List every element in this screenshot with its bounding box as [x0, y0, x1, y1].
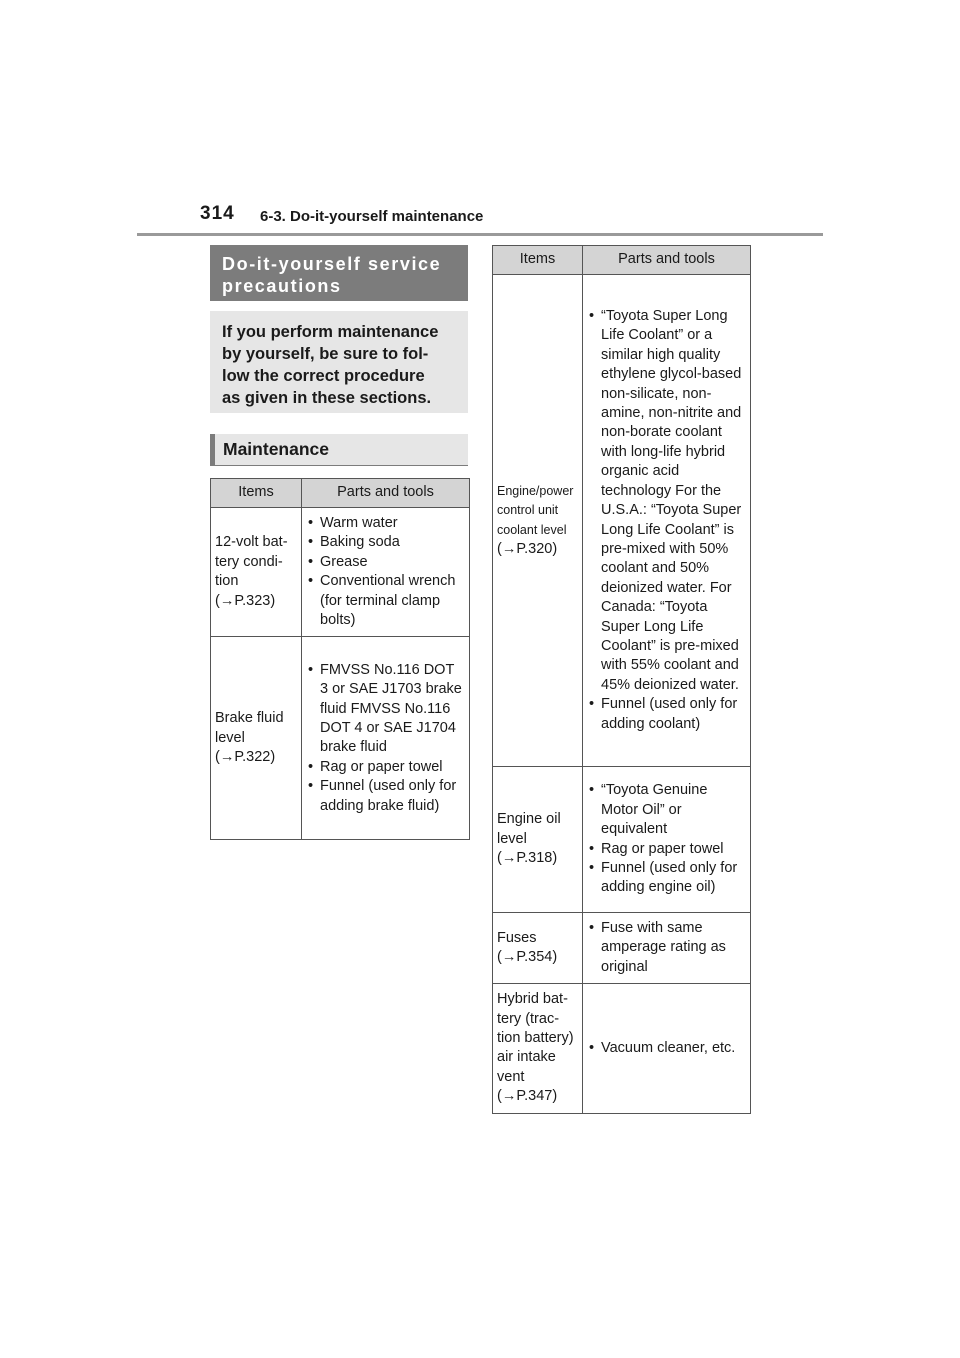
tool-item: • Rag or paper towel: [306, 758, 465, 777]
item-line: Brake fluid: [215, 710, 284, 727]
tool-item: • FMVSS No.116 DOT 3 or SAE J1703 brake fluid FMVSS No.116 DOT 4 or SAE J1704 brake fluid: [306, 661, 465, 758]
tools-cell: [583, 275, 751, 767]
table-row: [493, 767, 751, 913]
item-line: Engine oil: [497, 811, 561, 828]
tool-item: • “Toyota Super Long Life Coolant” or a similar high quality ethylene glycol-based non-silicate, non-amine, non-nitrite and non-borate coolant with long-life hybrid organic acid technology For the U.S.A.: “Toyota Super Long Life Coolant” is pre-mixed with 50% coolant and 50% deionized water. For Canada: “Toyota Super Long Life Coolant” is pre-mixed with 55% coolant and 45% deionized water.: [587, 307, 746, 695]
item-line: tery (trac-: [497, 1010, 560, 1027]
tool-item: • “Toyota Genuine Motor Oil” or equivalent: [587, 781, 746, 839]
section-title: 6-3. Do-it-yourself maintenance: [260, 208, 484, 225]
intro-line: low the correct procedure: [222, 367, 425, 385]
tool-item: • Fuse with same amperage rating as original: [587, 919, 746, 977]
item-line: 12-volt bat-: [215, 534, 288, 551]
table-row: [211, 637, 470, 840]
table-header-row: [211, 479, 470, 508]
item-line: tery condi-: [215, 553, 283, 570]
tool-item: • Grease: [306, 553, 465, 572]
item-line: Fuses: [497, 929, 537, 946]
item-page-reference: (→P.354): [497, 949, 558, 966]
item-cell: [493, 275, 583, 767]
item-line: coolant level: [497, 522, 567, 537]
item-cell: [211, 637, 302, 840]
item-cell: [493, 984, 583, 1113]
item-page-reference: (→P.320): [497, 540, 558, 557]
intro-line: by yourself, be sure to fol-: [222, 345, 429, 363]
tools-cell: [583, 767, 751, 913]
table-row: [493, 984, 751, 1113]
table-row: [211, 508, 470, 637]
table-header-row: [493, 246, 751, 275]
item-line: Hybrid bat-: [497, 991, 568, 1008]
item-cell: [211, 508, 302, 637]
item-line: air intake: [497, 1049, 556, 1066]
item-page-reference: (→P.318): [497, 850, 558, 867]
table-row: [493, 275, 751, 767]
tools-cell: [583, 984, 751, 1113]
item-line: control unit: [497, 503, 559, 518]
item-page-reference: (→P.323): [215, 592, 276, 609]
tool-item: • Funnel (used only for adding brake fluid): [306, 777, 465, 816]
table-row: [493, 913, 751, 984]
intro-line: If you perform maintenance: [222, 323, 439, 341]
item-line: level: [215, 729, 245, 746]
tools-cell: [302, 508, 470, 637]
maintenance-table-right: [492, 245, 751, 1114]
item-line: level: [497, 830, 527, 847]
maintenance-heading: Maintenance: [210, 434, 468, 466]
maintenance-table-left: [210, 478, 470, 840]
tool-item: • Warm water: [306, 514, 465, 533]
intro-line: as given in these sections.: [222, 389, 432, 407]
page-number: 314: [200, 203, 235, 224]
column-header-parts-tools: Parts and tools: [302, 479, 470, 508]
item-line: tion: [215, 573, 239, 590]
column-header-items: Items: [493, 246, 583, 275]
tool-item: • Vacuum cleaner, etc.: [587, 1039, 746, 1058]
item-page-reference: (→P.322): [215, 749, 276, 766]
tool-item: • Baking soda: [306, 533, 465, 552]
tool-item: • Rag or paper towel: [587, 840, 746, 859]
column-header-items: Items: [211, 479, 302, 508]
intro-box: [210, 311, 468, 413]
tool-item: • Funnel (used only for adding coolant): [587, 695, 746, 734]
column-header-parts-tools: Parts and tools: [583, 246, 751, 275]
item-cell: [493, 913, 583, 984]
tool-item: • Conventional wrench (for terminal clamp bolts): [306, 572, 465, 630]
item-page-reference: (→P.347): [497, 1088, 558, 1105]
header-divider: [137, 233, 823, 236]
item-line: Engine/power: [497, 483, 574, 498]
tool-item: • Funnel (used only for adding engine oil): [587, 859, 746, 898]
precautions-heading: Do-it-yourself service precautions: [210, 245, 468, 301]
item-line: tion battery): [497, 1030, 574, 1047]
tools-cell: [583, 913, 751, 984]
item-line: vent: [497, 1068, 525, 1085]
tools-cell: [302, 637, 470, 840]
item-cell: [493, 767, 583, 913]
